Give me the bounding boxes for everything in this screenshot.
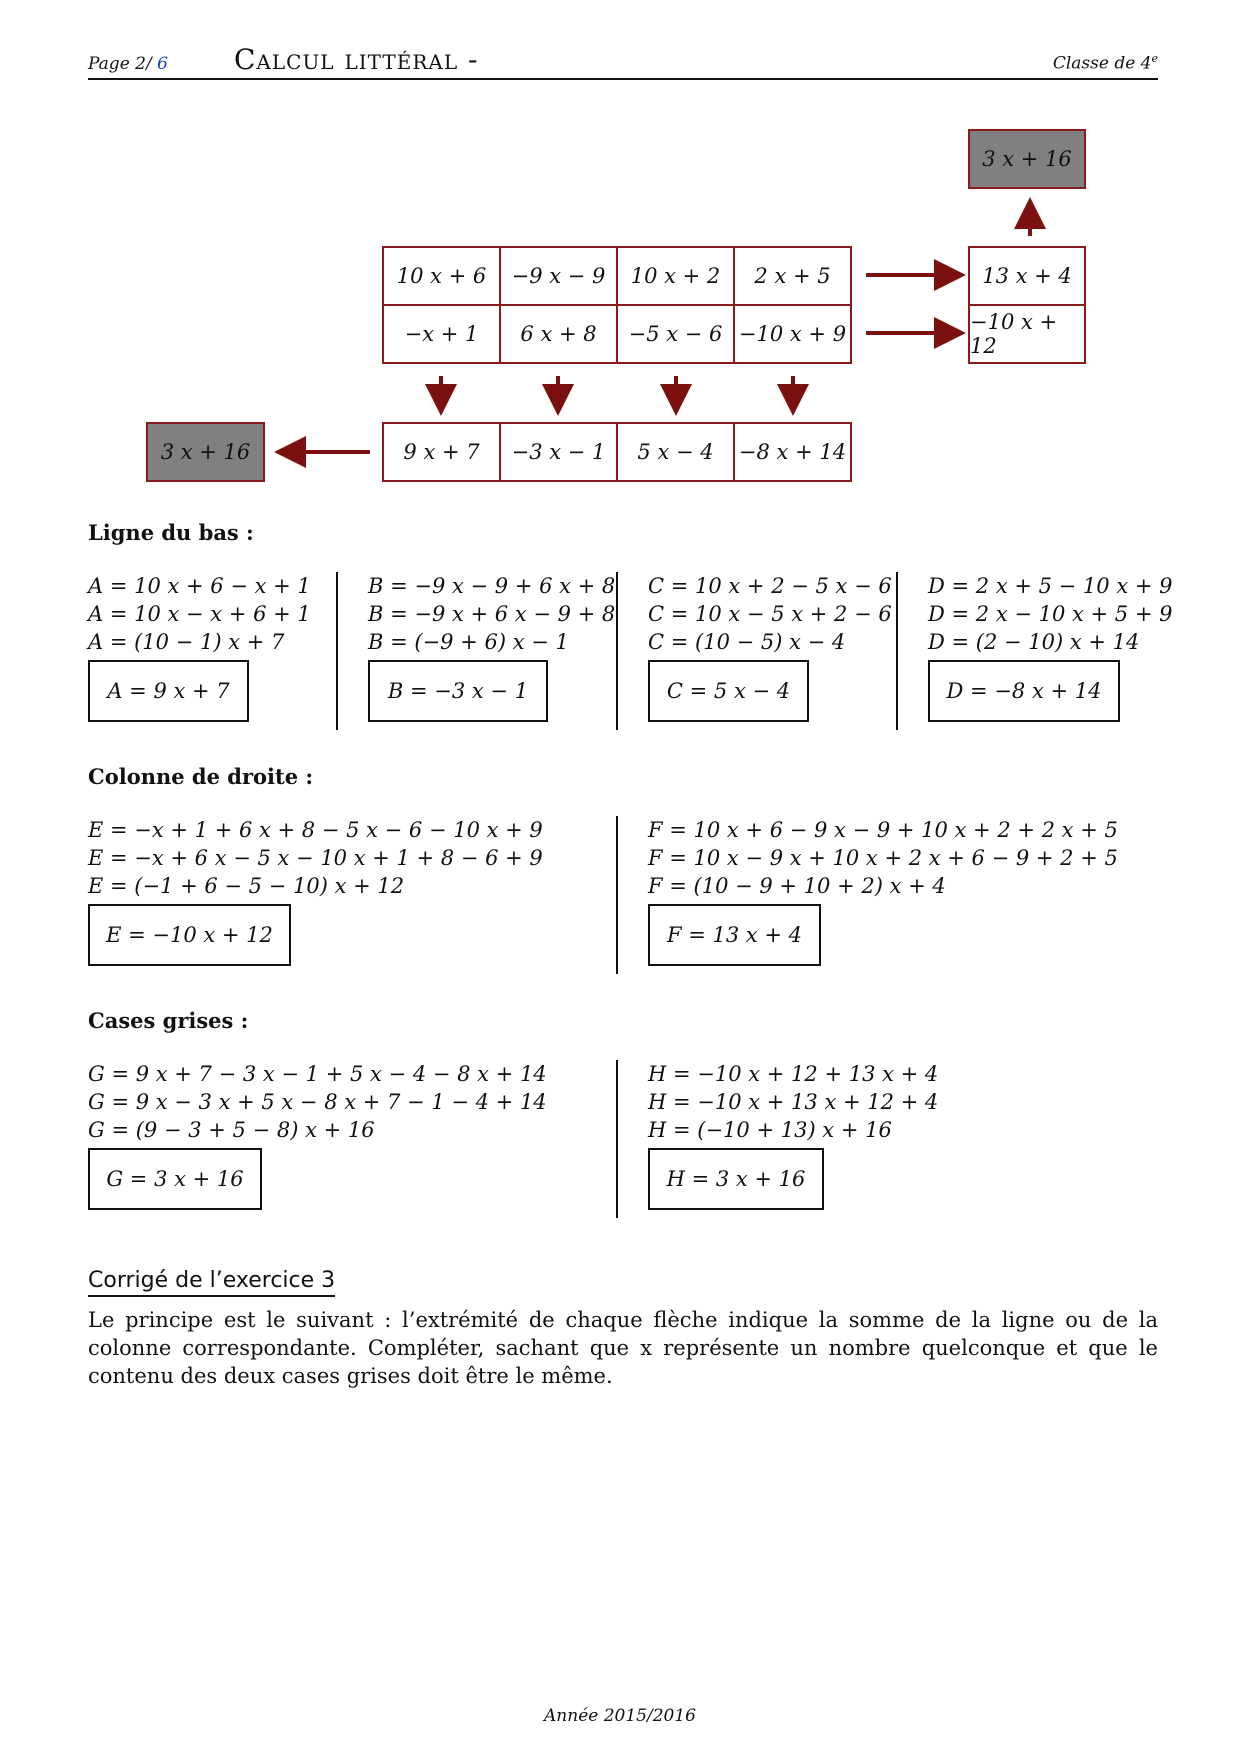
equation-line: F = 10 x − 9 x + 10 x + 2 x + 6 − 9 + 2 + 5: [648, 846, 1118, 870]
answer-box-h: H = 3 x + 16: [648, 1148, 824, 1210]
answer-box-a: A = 9 x + 7: [88, 660, 249, 722]
equation-line: F = (10 − 9 + 10 + 2) x + 4: [648, 874, 946, 898]
equation-line: H = (−10 + 13) x + 16: [648, 1118, 892, 1142]
equation-block-h: [648, 1060, 938, 1144]
divider: [616, 572, 618, 730]
answer-box-f: F = 13 x + 4: [648, 904, 821, 966]
answer-box-d: D = −8 x + 14: [928, 660, 1120, 722]
answer-box-b: B = −3 x − 1: [368, 660, 548, 722]
cell-mid-1: −x + 1: [382, 304, 501, 364]
document-title: Calcul littéral -: [234, 43, 479, 76]
equation-line: A = 10 x + 6 − x + 1: [88, 574, 311, 598]
divider: [336, 572, 338, 730]
cell-mid-3: −5 x − 6: [616, 304, 735, 364]
cell-top-2: −9 x − 9: [499, 246, 618, 306]
grey-cell-left: 3 x + 16: [146, 422, 265, 482]
cell-right-2: −10 x + 12: [968, 304, 1086, 364]
equation-line: C = 10 x − 5 x + 2 − 6: [648, 602, 892, 626]
exercise-instructions: Le principe est le suivant : l’extrémité de chaque flèche indique la somme de la ligne ou de la colonne correspondante. Compléter, sachant que x représente un nombre quelconque et que le contenu des deux cases grises doit être le même.: [88, 1308, 1158, 1388]
section-title-colonne: Colonne de droite :: [88, 764, 314, 789]
cell-bottom-4: −8 x + 14: [733, 422, 852, 482]
divider: [896, 572, 898, 730]
equation-block-a: [88, 572, 311, 656]
equation-line: E = (−1 + 6 − 5 − 10) x + 12: [88, 874, 405, 898]
class-sup: e: [1151, 52, 1158, 66]
equation-line: D = 2 x + 5 − 10 x + 9: [928, 574, 1173, 598]
page-total-link[interactable]: 6: [157, 54, 168, 74]
divider: [616, 1060, 618, 1218]
equation-line: E = −x + 6 x − 5 x − 10 x + 1 + 8 − 6 + 9: [88, 846, 543, 870]
equation-line: A = 10 x − x + 6 + 1: [88, 602, 311, 626]
equation-block-e: [88, 816, 543, 900]
equation-line: B = (−9 + 6) x − 1: [368, 630, 569, 654]
equation-block-b: [368, 572, 615, 656]
equation-line: E = −x + 1 + 6 x + 8 − 5 x − 6 − 10 x + 9: [88, 818, 543, 842]
exercise-heading: Corrigé de l’exercice 3: [88, 1268, 335, 1297]
equation-line: B = −9 x + 6 x − 9 + 8: [368, 602, 616, 626]
cell-mid-2: 6 x + 8: [499, 304, 618, 364]
equation-block-d: [928, 572, 1172, 656]
equation-line: C = (10 − 5) x − 4: [648, 630, 846, 654]
equation-line: D = 2 x − 10 x + 5 + 9: [928, 602, 1173, 626]
equation-line: D = (2 − 10) x + 14: [928, 630, 1140, 654]
class-text: Classe de 4: [1052, 54, 1152, 74]
equation-line: B = −9 x − 9 + 6 x + 8: [368, 574, 616, 598]
page-label: Page 2/: [88, 54, 158, 74]
equation-line: G = 9 x + 7 − 3 x − 1 + 5 x − 4 − 8 x + 14: [88, 1062, 547, 1086]
answer-box-c: C = 5 x − 4: [648, 660, 809, 722]
section-title-ligne: Ligne du bas :: [88, 520, 254, 545]
cell-bottom-2: −3 x − 1: [499, 422, 618, 482]
cell-top-3: 10 x + 2: [616, 246, 735, 306]
cell-top-1: 10 x + 6: [382, 246, 501, 306]
cell-bottom-3: 5 x − 4: [616, 422, 735, 482]
cell-right-1: 13 x + 4: [968, 246, 1086, 306]
answer-box-g: G = 3 x + 16: [88, 1148, 262, 1210]
grey-cell-top: 3 x + 16: [968, 129, 1086, 189]
equation-line: G = (9 − 3 + 5 − 8) x + 16: [88, 1118, 375, 1142]
section-title-grises: Cases grises :: [88, 1008, 249, 1033]
equation-block-g: [88, 1060, 547, 1144]
divider: [616, 816, 618, 974]
page-footer: Année 2015/2016: [544, 1706, 696, 1726]
equation-line: F = 10 x + 6 − 9 x − 9 + 10 x + 2 + 2 x + 5: [648, 818, 1118, 842]
equation-block-f: [648, 816, 1118, 900]
cell-top-4: 2 x + 5: [733, 246, 852, 306]
cell-mid-4: −10 x + 9: [733, 304, 852, 364]
equation-line: H = −10 x + 12 + 13 x + 4: [648, 1062, 939, 1086]
equation-line: A = (10 − 1) x + 7: [88, 630, 285, 654]
cell-bottom-1: 9 x + 7: [382, 422, 501, 482]
equation-line: G = 9 x − 3 x + 5 x − 8 x + 7 − 1 − 4 + 14: [88, 1090, 547, 1114]
equation-block-c: [648, 572, 892, 656]
equation-line: C = 10 x + 2 − 5 x − 6: [648, 574, 892, 598]
answer-box-e: E = −10 x + 12: [88, 904, 291, 966]
equation-line: H = −10 x + 13 x + 12 + 4: [648, 1090, 939, 1114]
pyramid-diagram: [0, 0, 1240, 500]
